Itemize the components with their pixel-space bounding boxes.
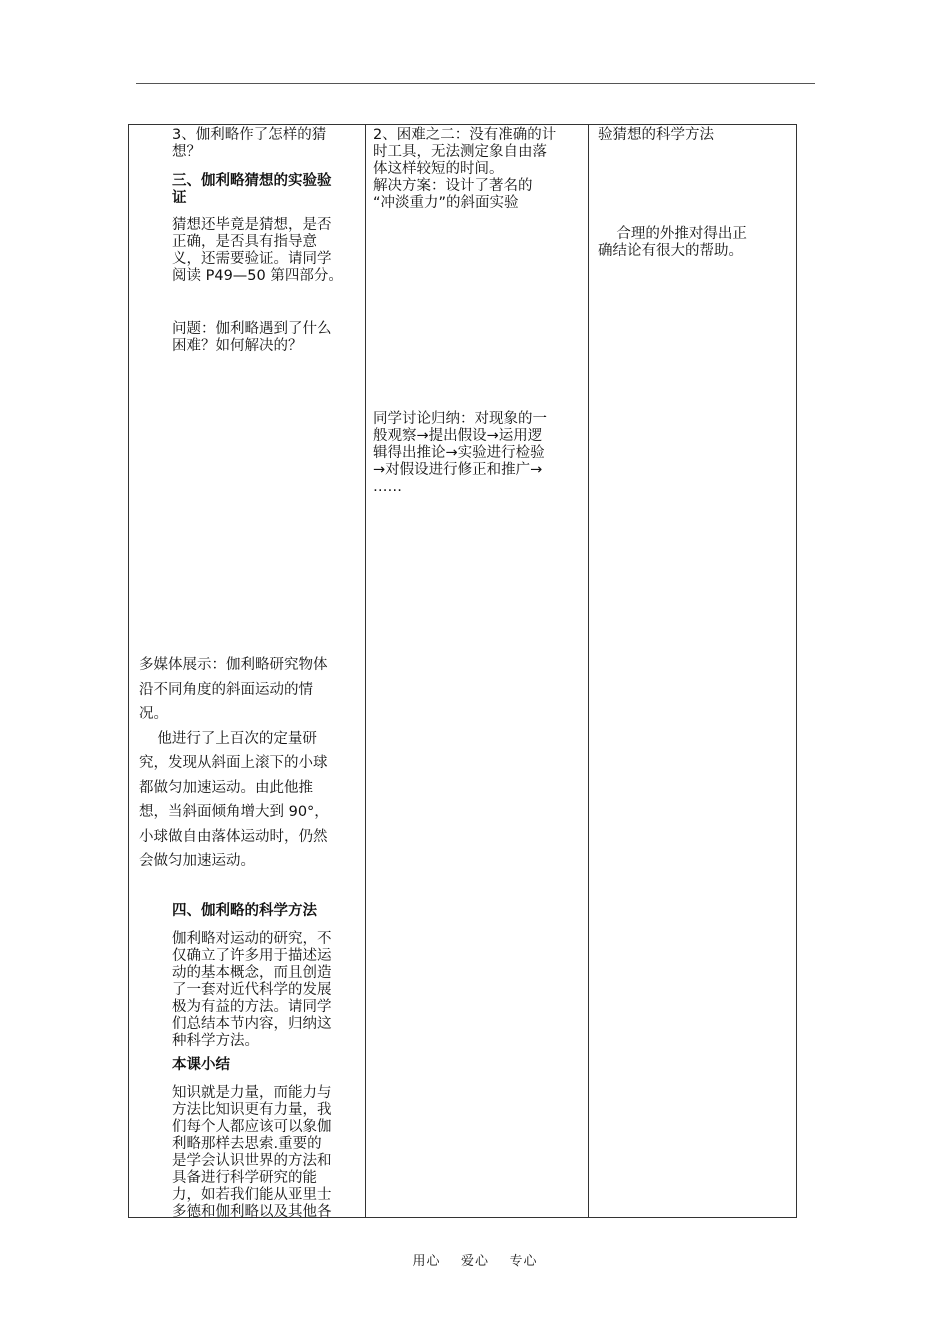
method-line: 验猜想的科学方法 bbox=[598, 127, 714, 143]
difficulty-text: 2、困难之二：没有准确的计 时工具，无法测定象自由落 体这样较短的时间。 解决方案：设计了著名的 “冲淡重力”的斜面实验 bbox=[373, 127, 557, 211]
summary-title: 本课小结 bbox=[172, 1057, 230, 1073]
summary-paragraph: 知识就是力量，而能力与 方法比知识更有力量，我 们每个人都应该可以象伽 利略那样去思索.重要的 是学会认识世界的方法和 具备进行科学研究的能 力，如若我们能从亚里士 多德和伽利略以及其他各 bbox=[172, 1085, 332, 1220]
header-rule bbox=[136, 83, 815, 84]
extrapolation-text: 合理的外推对得出正 确结论有很大的帮助。 bbox=[598, 226, 747, 259]
guess-paragraph: 猜想还毕竟是猜想，是否 正确，是否具有指导意 义，还需要验证。请同学 阅读 P49—50 第四部分。 bbox=[172, 217, 343, 284]
multimedia-paragraph: 多媒体展示：伽利略研究物体 沿不同角度的斜面运动的情 况。 他进行了上百次的定量研 究，发现从斜面上滚下的小球 都做匀加速运动。由此他推 想，当斜面倾角增大到 90°， 小球做自由落体运动时，仍然 会做匀加速运动。 bbox=[139, 657, 329, 869]
section4-title: 四、伽利略的科学方法 bbox=[172, 903, 317, 919]
method-paragraph: 伽利略对运动的研究，不 仅确立了许多用于描述运 动的基本概念，而且创造 了一套对近代科学的发展 极为有益的方法。请同学 们总结本节内容，归纳这 种科学方法。 bbox=[172, 931, 332, 1049]
column-divider bbox=[365, 125, 366, 1217]
discussion-text: 同学讨论归纳：对现象的一 般观察→提出假设→运用逻 辑得出推论→实验进行检验 →对假设进行修正和推广→ …… bbox=[373, 411, 547, 495]
section3-title: 三、伽利略猜想的实验验 证 bbox=[172, 173, 332, 206]
question-text: 问题：伽利略遇到了什么 困难？如何解决的？ bbox=[172, 321, 332, 354]
column-divider bbox=[588, 125, 589, 1217]
lesson-table bbox=[128, 124, 797, 1218]
q3-text: 3、伽利略作了怎样的猜 想？ bbox=[172, 127, 327, 160]
page-footer: 用心 爱心 专心 bbox=[412, 1254, 538, 1269]
